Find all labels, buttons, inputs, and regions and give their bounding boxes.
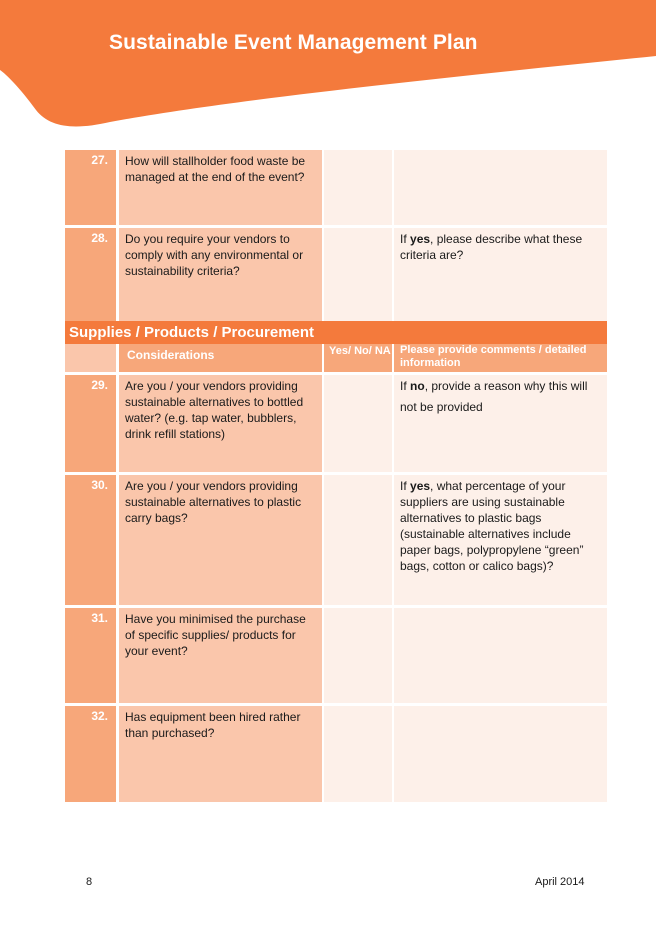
comment-cell[interactable] — [394, 228, 607, 321]
comment-keyword: no — [410, 379, 425, 393]
yes-no-cell[interactable] — [324, 706, 392, 802]
comment-cell[interactable] — [394, 608, 607, 703]
row-number: 28. — [65, 228, 116, 321]
considerations-header: Considerations — [119, 344, 322, 372]
document-title: Sustainable Event Management Plan — [109, 31, 478, 54]
question-text: Do you require your vendors to comply with any environmental or sustainability criteria? — [119, 228, 322, 321]
comments-header: Please provide comments / detailed information — [394, 344, 607, 372]
yes-no-cell[interactable] — [324, 475, 392, 605]
table-row-32 — [65, 703, 607, 802]
question-text: Have you minimised the purchase of specific supplies/ products for your event? — [119, 608, 322, 703]
row-number: 29. — [65, 375, 116, 472]
comment-lead: If — [400, 379, 411, 393]
comment-lead: If — [400, 479, 411, 493]
row-number: 27. — [65, 150, 116, 225]
question-text: Are you / your vendors providing sustainable alternatives to bottled water? (e.g. tap water, bubblers, drink refill stations) — [119, 375, 322, 472]
yes-no-header: Yes/ No/ NA — [324, 344, 392, 372]
comment-cell[interactable] — [394, 150, 607, 225]
comment-cell[interactable] — [394, 475, 607, 605]
yes-no-cell[interactable] — [324, 375, 392, 472]
comment-keyword: yes — [410, 479, 431, 493]
page-number: 8 — [86, 876, 93, 888]
question-text: How will stallholder food waste be managed at the end of the event? — [119, 150, 322, 225]
row-number: 32. — [65, 706, 116, 802]
comment-rest: , please describe what these criteria are? — [400, 232, 583, 262]
footer-date: April 2014 — [535, 876, 585, 888]
yes-no-cell[interactable] — [324, 150, 392, 225]
comment-rest: , what percentage of your suppliers are using sustainable alternatives to plastic bags (sustainable alternatives include paper bags, polypropylene “green” bags, cotton or calico bags)? — [400, 479, 584, 573]
comment-rest: , provide a reason why this will — [424, 379, 588, 393]
banner-shape — [0, 0, 656, 132]
table-row-31 — [65, 605, 607, 703]
question-text: Has equipment been hired rather than purchased? — [119, 706, 322, 802]
table-row-28 — [65, 225, 607, 321]
row-number: 31. — [65, 608, 116, 703]
header-blank — [65, 344, 116, 372]
question-text: Are you / your vendors providing sustainable alternatives to plastic carry bags? — [119, 475, 322, 605]
comment-keyword: yes — [410, 232, 431, 246]
header-banner — [0, 0, 656, 132]
row-number: 30. — [65, 475, 116, 605]
yes-no-cell[interactable] — [324, 608, 392, 703]
column-header-row — [65, 344, 607, 372]
comment-lead: If — [400, 232, 411, 246]
yes-no-cell[interactable] — [324, 228, 392, 321]
comment-cell[interactable] — [394, 375, 607, 472]
plan-table — [65, 150, 607, 802]
table-row-27 — [65, 150, 607, 225]
table-row-29 — [65, 372, 607, 472]
table-row-30 — [65, 472, 607, 605]
section-heading: Supplies / Products / Procurement — [65, 321, 607, 344]
comment-line-2: not be provided — [400, 400, 483, 414]
comment-cell[interactable] — [394, 706, 607, 802]
